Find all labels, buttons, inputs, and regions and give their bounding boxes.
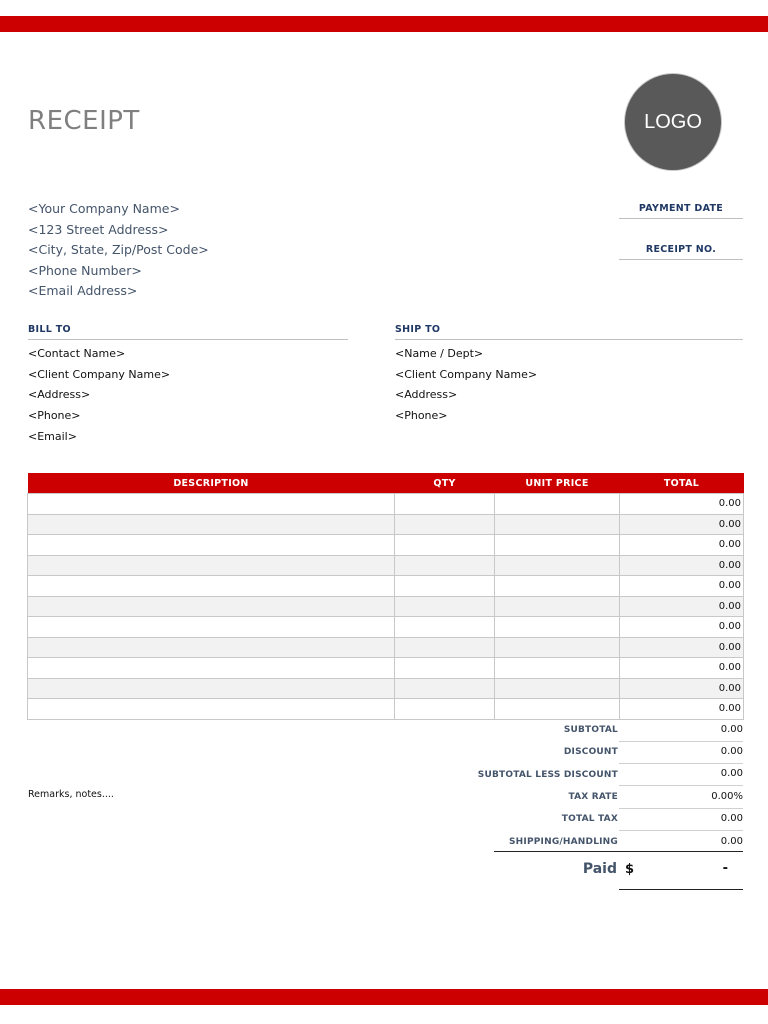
ship-to-heading: SHIP TO (395, 322, 743, 340)
unit-price-cell[interactable] (495, 555, 620, 576)
total-cell[interactable]: 0.00 (620, 596, 744, 617)
description-cell[interactable] (28, 637, 395, 658)
bill-to-contact: <Contact Name> (28, 347, 126, 360)
qty-cell[interactable] (395, 555, 495, 576)
shipping-value[interactable]: 0.00 (720, 835, 743, 847)
total-tax-label: TOTAL TAX (561, 814, 618, 825)
company-name: <Your Company Name> (28, 201, 180, 216)
discount-label: DISCOUNT (563, 747, 618, 758)
bill-to-address: <Address> (28, 388, 91, 402)
total-cell[interactable]: 0.00 (620, 535, 744, 556)
qty-cell[interactable] (395, 535, 495, 556)
company-email: <Email Address> (28, 283, 138, 298)
bill-to-phone: <Phone> (28, 409, 81, 423)
tax-rate-label: TAX RATE (568, 792, 618, 803)
col-qty: QTY (395, 473, 495, 494)
unit-price-cell[interactable] (495, 637, 620, 658)
discount-value[interactable]: 0.00 (619, 741, 743, 764)
totals-block (440, 719, 743, 853)
tax-rate-row (440, 786, 743, 808)
shipping-row (440, 830, 743, 852)
qty-cell[interactable] (395, 576, 495, 597)
bill-to-email: <Email> (28, 429, 77, 443)
qty-cell[interactable] (395, 617, 495, 638)
total-cell[interactable]: 0.00 (620, 494, 744, 515)
top-accent-bar (0, 16, 768, 32)
receipt-number-label: RECEIPT NO. (619, 241, 743, 260)
logo-text: LOGO (644, 110, 702, 133)
ship-to-name: <Name / Dept> (395, 347, 484, 360)
unit-price-cell[interactable] (495, 658, 620, 679)
unit-price-cell[interactable] (495, 494, 620, 515)
less-discount-label: SUBTOTAL LESS DISCOUNT (477, 769, 618, 780)
total-cell[interactable]: 0.00 (620, 678, 744, 699)
table-row (28, 596, 744, 617)
col-description: DESCRIPTION (28, 473, 395, 494)
tax-rate-value[interactable]: 0.00% (619, 786, 743, 809)
unit-price-cell[interactable] (495, 617, 620, 638)
paid-value[interactable]: - (722, 861, 728, 876)
table-row (28, 535, 744, 556)
table-row (28, 576, 744, 597)
bill-to-heading: BILL TO (28, 322, 348, 340)
unit-price-cell[interactable] (495, 514, 620, 535)
company-info (28, 199, 209, 302)
total-cell[interactable]: 0.00 (620, 699, 744, 720)
table-row (28, 658, 744, 679)
subtotal-value[interactable]: 0.00 (619, 719, 743, 742)
description-cell[interactable] (28, 699, 395, 720)
unit-price-cell[interactable] (495, 596, 620, 617)
table-row (28, 617, 744, 638)
bottom-accent-bar (0, 989, 768, 1005)
table-row (28, 678, 744, 699)
paid-currency: $ (625, 862, 635, 877)
ship-to-address: <Address> (395, 388, 458, 402)
description-cell[interactable] (28, 596, 395, 617)
company-street: <123 Street Address> (28, 221, 169, 237)
bill-to-company: <Client Company Name> (28, 367, 171, 381)
total-cell[interactable]: 0.00 (620, 658, 744, 679)
description-cell[interactable] (28, 494, 395, 515)
shipping-label: SHIPPING/HANDLING (508, 836, 618, 847)
ship-to-company: <Client Company Name> (395, 367, 538, 381)
page-title: RECEIPT (28, 106, 140, 136)
table-row (28, 494, 744, 515)
remarks-note[interactable]: Remarks, notes.... (28, 789, 114, 800)
total-cell[interactable]: 0.00 (620, 514, 744, 535)
less-discount-value[interactable]: 0.00 (619, 763, 743, 786)
unit-price-cell[interactable] (495, 576, 620, 597)
unit-price-cell[interactable] (495, 699, 620, 720)
paid-label: Paid (582, 861, 617, 877)
col-total: TOTAL (620, 473, 744, 494)
less-discount-row (440, 764, 743, 786)
unit-price-cell[interactable] (495, 535, 620, 556)
ship-to-block (395, 322, 743, 427)
subtotal-row (440, 719, 743, 741)
total-tax-value[interactable]: 0.00 (619, 808, 743, 831)
items-table (27, 473, 744, 720)
subtotal-label: SUBTOTAL (563, 725, 618, 736)
description-cell[interactable] (28, 555, 395, 576)
paid-underline (619, 889, 743, 890)
description-cell[interactable] (28, 535, 395, 556)
total-cell[interactable]: 0.00 (620, 576, 744, 597)
total-cell[interactable]: 0.00 (620, 617, 744, 638)
description-cell[interactable] (28, 658, 395, 679)
qty-cell[interactable] (395, 678, 495, 699)
payment-date-label: PAYMENT DATE (619, 200, 743, 219)
company-phone: <Phone Number> (28, 262, 142, 278)
table-row (28, 555, 744, 576)
qty-cell[interactable] (395, 637, 495, 658)
discount-row (440, 741, 743, 763)
qty-cell[interactable] (395, 699, 495, 720)
qty-cell[interactable] (395, 596, 495, 617)
ship-to-phone: <Phone> (395, 409, 448, 423)
company-city: <City, State, Zip/Post Code> (28, 242, 209, 257)
qty-cell[interactable] (395, 658, 495, 679)
total-cell[interactable]: 0.00 (620, 555, 744, 576)
description-cell[interactable] (28, 678, 395, 699)
qty-cell[interactable] (395, 494, 495, 515)
qty-cell[interactable] (395, 514, 495, 535)
table-row (28, 514, 744, 535)
description-cell[interactable] (28, 617, 395, 638)
description-cell[interactable] (28, 514, 395, 535)
bill-to-block (28, 322, 348, 447)
total-tax-row (440, 808, 743, 830)
logo (625, 74, 721, 170)
total-cell[interactable]: 0.00 (620, 637, 744, 658)
table-row (28, 699, 744, 720)
totals-divider (494, 851, 743, 852)
unit-price-cell[interactable] (495, 678, 620, 699)
col-unit-price: UNIT PRICE (495, 473, 620, 494)
table-row (28, 637, 744, 658)
description-cell[interactable] (28, 576, 395, 597)
items-header-row (28, 473, 744, 494)
